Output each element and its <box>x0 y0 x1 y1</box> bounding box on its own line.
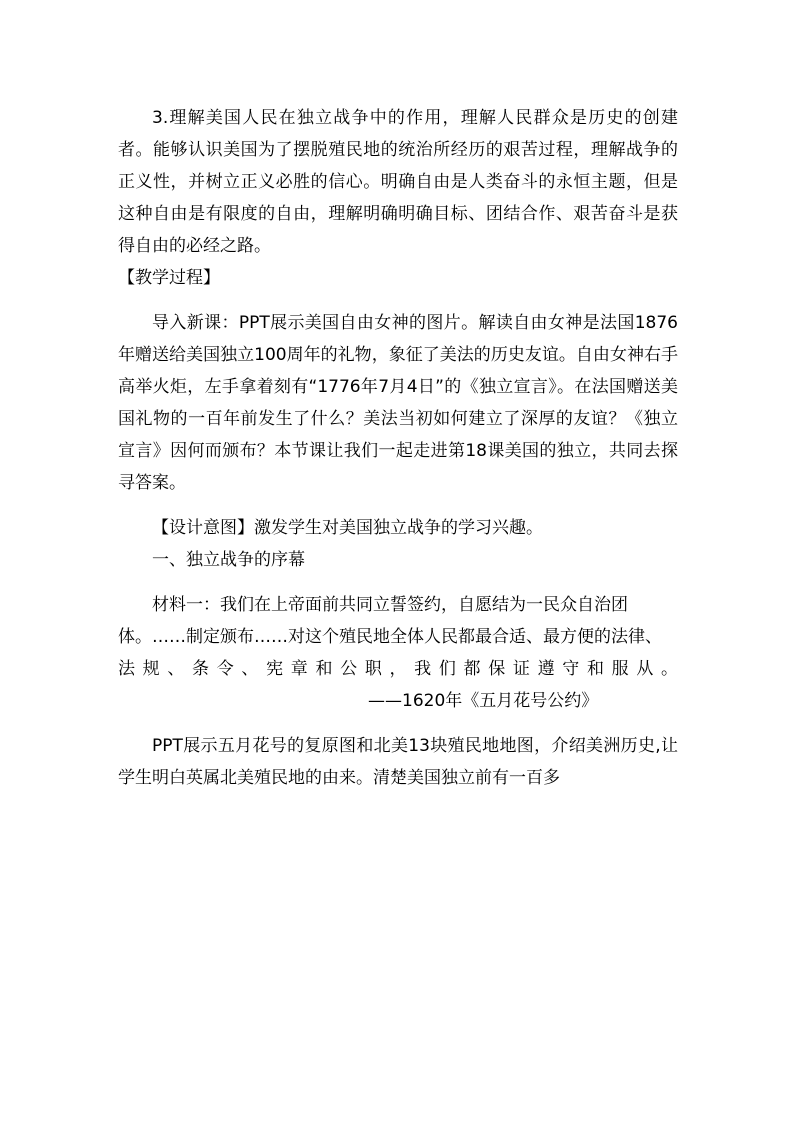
material-1-quote <box>118 589 678 685</box>
design-intent: 【设计意图】激发学生对美国独立战争的学习兴趣。 <box>152 518 543 538</box>
document-page <box>118 102 678 794</box>
material-1-line-1: 材料一：我们在上帝面前共同立誓签约，自愿结为一民众自治团 <box>152 595 628 615</box>
material-1-line-2: 体。……制定颁布……对这个殖民地全体人民都最合适、最方便的法律、 <box>118 627 662 647</box>
section-title-teaching-process: 【教学过程】 <box>118 268 220 288</box>
teaching-goal-3: 3.理解美国人民在独立战争中的作用，理解人民群众是历史的创建者。能够认识美国为了摆脱殖民地的统治所经历的艰苦过程，理解战争的正义性，并树立正义必胜的信心。明确自由是人类奋斗的永恒主题，但是这种自由是有限度的自由，理解明确明确目标、团结合作、艰苦奋斗是获得自由的必经之路。 <box>118 108 678 256</box>
ppt-note-paragraph: PPT展示五月花号的复原图和北美13块殖民地地图，介绍美洲历史,让学生明白英属北美殖民地的由来。清楚美国独立前有一百多 <box>118 736 678 788</box>
material-1-source: ——1620年《五月花号公约》 <box>368 691 599 711</box>
intro-paragraph: 导入新课：PPT展示美国自由女神的图片。解读自由女神是法国1876年赠送给美国独立100周年的礼物，象征了美法的历史友谊。自由女神右手高举火炬，左手拿着刻有“1776年7月4日”的《独立宣言》。在法国赠送美国礼物的一百年前发生了什么？美法当初如何建立了深厚的友谊？《独立宣言》因何而颁布？本节课让我们一起走进第18课美国的独立，共同去探寻答案。 <box>118 313 678 493</box>
part-1-title: 一、独立战争的序幕 <box>152 550 305 570</box>
material-1-line-3: 法规、条令、宪章和公职，我们都保证遵守和服从。 <box>118 659 678 679</box>
